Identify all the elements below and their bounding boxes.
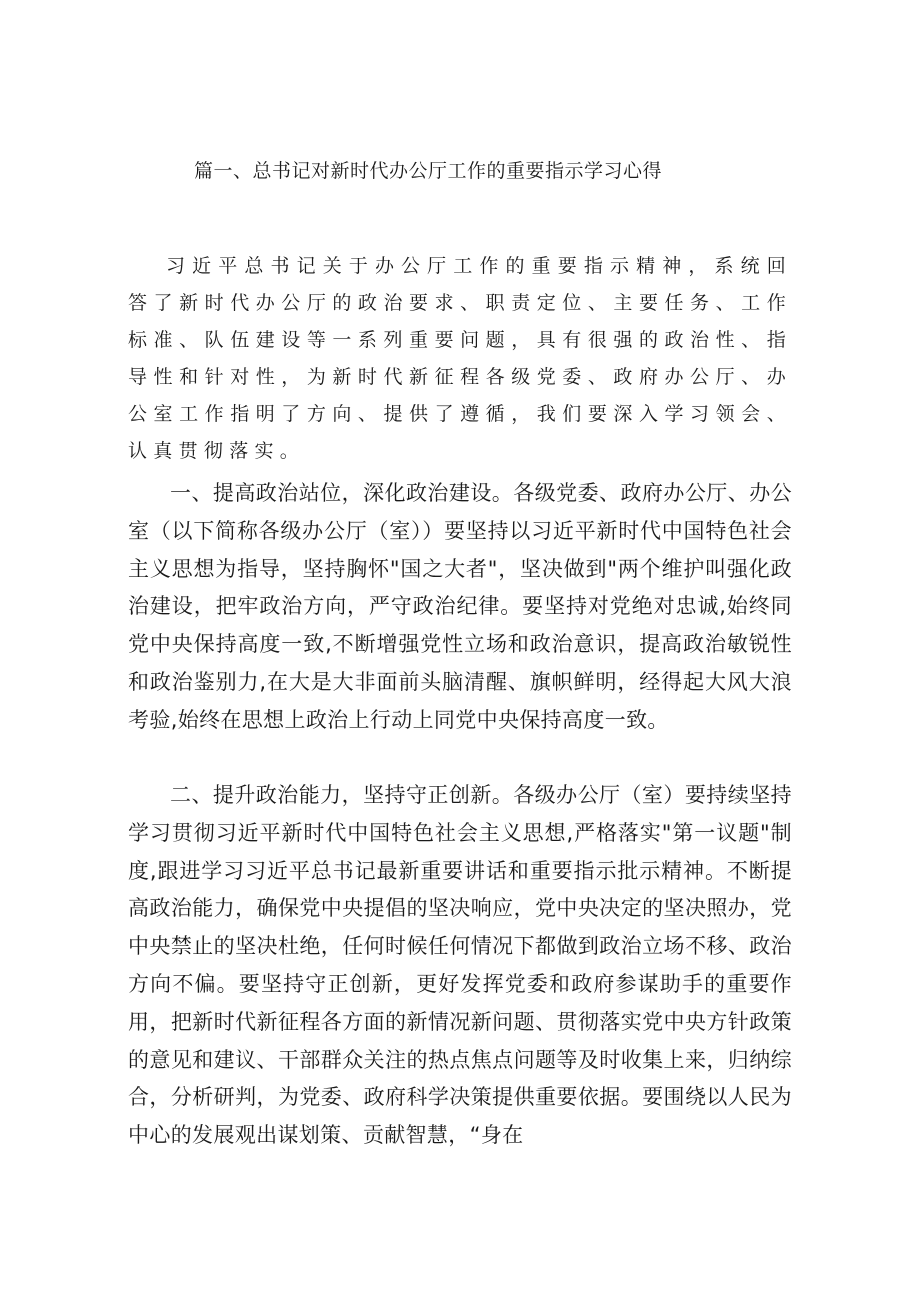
document-title: 篇一、总书记对新时代办公厅工作的重要指示学习心得 bbox=[193, 160, 662, 182]
section-two-paragraph: 二、提升政治能力，坚持守正创新。各级办公厅（室）要持续坚持学习贯彻习近平新时代中国特色社会主义思想,严格落实"第一议题"制度,跟进学习习近平总书记最新重要讲话和重要指示批示精神。不断提高政治能力，确保党中央提倡的坚决响应，党中央决定的坚决照办，党中央禁止的坚决杜绝，任何时候任何情况下都做到政治立场不移、政治方向不偏。要坚持守正创新，更好发挥党委和政府参谋助手的重要作用，把新时代新征程各方面的新情况新问题、贯彻落实党中央方针政策的意见和建议、干部群众关注的热点焦点问题等及时收集上来，归纳综合，分析研判，为党委、政府科学决策提供重要依据。要围绕以人民为中心的发展观出谋划策、贡献智慧，“身在 bbox=[128, 783, 792, 1148]
intro-paragraph: 习近平总书记关于办公厅工作的重要指示精神，系统回答了新时代办公厅的政治要求、职责定位、主要任务、工作标准、队伍建设等一系列重要问题，具有很强的政治性、指导性和针对性，为新时代新征程各级党委、政府办公厅、办公室工作指明了方向、提供了遵循，我们要深入学习领会、认真贯彻落实。 bbox=[128, 255, 792, 462]
section-one-paragraph: 一、提高政治站位，深化政治建设。各级党委、政府办公厅、办公室（以下简称各级办公厅（室））要坚持以习近平新时代中国特色社会主义思想为指导，坚持胸怀"国之大者"，坚决做到"两个维护叫强化政治建设，把牢政治方向，严守政治纪律。要坚持对党绝对忠诚,始终同党中央保持高度一致,不断增强党性立场和政治意识，提高政治敏锐性和政治鉴别力,在大是大非面前头脑清醒、旗帜鲜明，经得起大风大浪考验,始终在思想上政治上行动上同党中央保持高度一致。 bbox=[128, 481, 792, 732]
